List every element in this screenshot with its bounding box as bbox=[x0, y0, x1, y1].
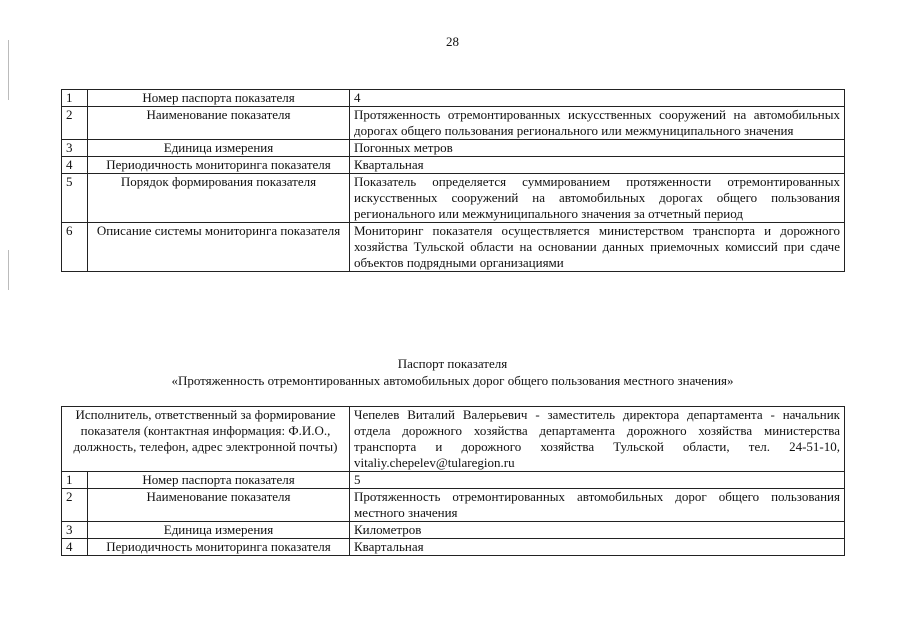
row-value: 5 bbox=[350, 472, 845, 489]
table-row bbox=[62, 157, 845, 174]
indicator-5-table bbox=[61, 406, 845, 556]
row-label: Номер паспорта показателя bbox=[88, 472, 350, 489]
responsible-label: Исполнитель, ответственный за формирование показателя (контактная информация: Ф.И.О., должность, телефон, адрес электронной почты) bbox=[62, 407, 350, 472]
row-value: Протяженность отремонтированных искусственных сооружений на автомобильных дорогах общего пользования регионального или межмуниципального значения bbox=[350, 107, 845, 140]
row-value: Километров bbox=[350, 522, 845, 539]
row-number: 2 bbox=[62, 489, 88, 522]
scan-edge-mark bbox=[8, 250, 9, 290]
table-row bbox=[62, 472, 845, 489]
row-value: Квартальная bbox=[350, 157, 845, 174]
table-row bbox=[62, 539, 845, 556]
row-number: 3 bbox=[62, 522, 88, 539]
row-number: 1 bbox=[62, 472, 88, 489]
row-number: 5 bbox=[62, 174, 88, 223]
row-label: Описание системы мониторинга показателя bbox=[88, 223, 350, 272]
row-number: 1 bbox=[62, 90, 88, 107]
table-row bbox=[62, 223, 845, 272]
row-number: 4 bbox=[62, 539, 88, 556]
passport-heading-title: Паспорт показателя bbox=[397, 356, 508, 371]
row-value: 4 bbox=[350, 90, 845, 107]
row-number: 4 bbox=[62, 157, 88, 174]
row-label: Периодичность мониторинга показателя bbox=[88, 539, 350, 556]
row-label: Единица измерения bbox=[88, 522, 350, 539]
page-number: 28 bbox=[446, 34, 459, 49]
row-value: Показатель определяется суммированием протяженности отремонтированных искусственных сооружений на автомобильных дорогах общего пользования регионального или межмуниципального значения за отчетный период bbox=[350, 174, 845, 223]
table-row bbox=[62, 407, 845, 472]
row-number: 6 bbox=[62, 223, 88, 272]
table-row bbox=[62, 90, 845, 107]
row-label: Наименование показателя bbox=[88, 489, 350, 522]
row-label: Периодичность мониторинга показателя bbox=[88, 157, 350, 174]
row-label: Единица измерения bbox=[88, 140, 350, 157]
table-row bbox=[62, 107, 845, 140]
row-number: 2 bbox=[62, 107, 88, 140]
row-value: Протяженность отремонтированных автомобильных дорог общего пользования местного значения bbox=[350, 489, 845, 522]
row-label: Номер паспорта показателя bbox=[88, 90, 350, 107]
row-value: Квартальная bbox=[350, 539, 845, 556]
responsible-value: Чепелев Виталий Валерьевич - заместитель директора департамента - начальник отдела дорожного хозяйства департамента дорожного хозяйства министерства транспорта и дорожного хозяйства Тульской области, тел. 24-51-10, vitaliy.chepelev@tularegion.ru bbox=[350, 407, 845, 472]
table-row bbox=[62, 174, 845, 223]
row-number: 3 bbox=[62, 140, 88, 157]
row-label: Порядок формирования показателя bbox=[88, 174, 350, 223]
table-row bbox=[62, 489, 845, 522]
table-row bbox=[62, 522, 845, 539]
passport-heading-subtitle: «Протяженность отремонтированных автомобильных дорог общего пользования местного значения» bbox=[171, 373, 734, 388]
row-value: Мониторинг показателя осуществляется министерством транспорта и дорожного хозяйства Тульской области на основании данных приемочных комиссий при сдаче объектов подрядными организациями bbox=[350, 223, 845, 272]
row-label: Наименование показателя bbox=[88, 107, 350, 140]
indicator-4-table bbox=[61, 89, 845, 272]
passport-heading bbox=[0, 355, 905, 389]
row-value: Погонных метров bbox=[350, 140, 845, 157]
table-row bbox=[62, 140, 845, 157]
